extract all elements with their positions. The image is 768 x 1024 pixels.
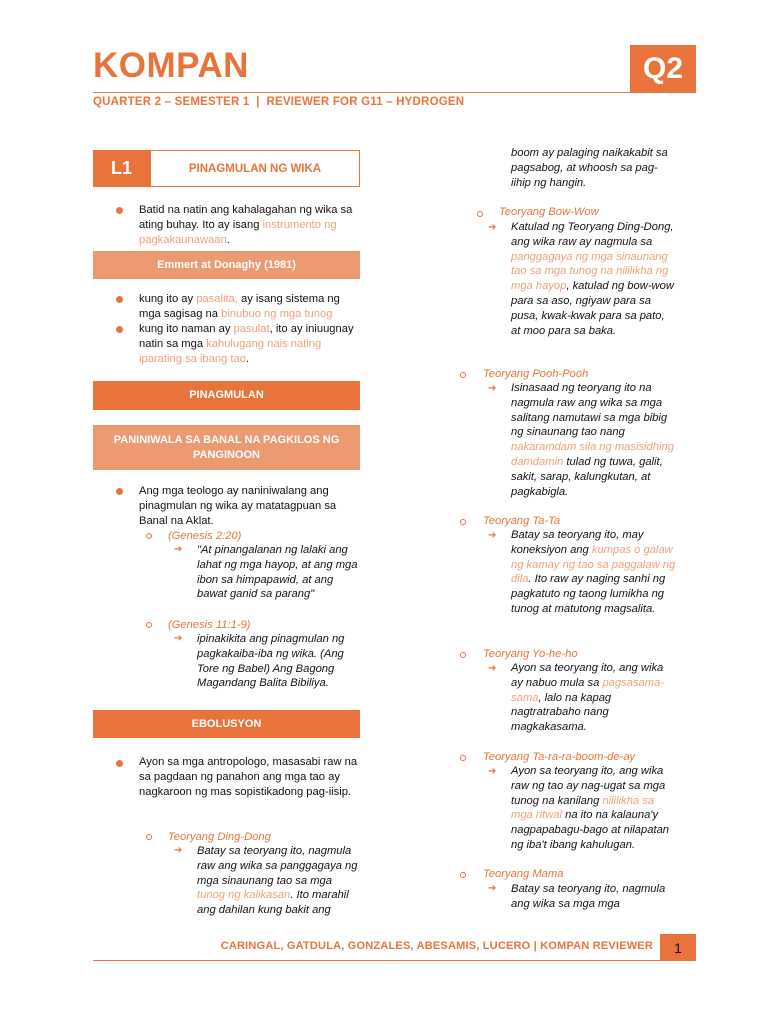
genesis-reference: (Genesis 2:20) [168,530,242,542]
pinagmulan-heading: PINAGMULAN [93,381,360,410]
ebolusyon-heading: EBOLUSYON [93,710,360,738]
bullet-dot [116,207,123,214]
definition-item: kung ito ay pasalita, ay isang sistema ng mga sagisag na binubuo ng mga tunog [139,293,340,320]
theory-name: Teoryang Ta-ra-ra-boom-de-ay [483,751,636,763]
arrow-icon: ➔ [488,383,497,394]
definition-item: kung ito naman ay pasulat, ito ay iniuugnay natin sa mga kahulugang nais nating iparating sa ibang tao. [139,323,354,365]
circle-bullet [460,652,466,658]
theory-description: Batay sa teoryang ito, may koneksiyon ang kumpas o galaw ng kamay ng tao sa paggalaw ng dila. Ito raw ay naging sanhi ng pagkatuto ng taong lumikha ng tunog at matutong magsalita. [511,529,676,615]
emmert-heading: Emmert at Donaghy (1981) [93,251,360,279]
circle-bullet [146,533,152,539]
genesis-reference: (Genesis 11:1-9) [168,619,251,631]
theory-description: Ayon sa teoryang ito, ang wika ay nabuo mula sa pagsasama-sama, lalo na kapag nagtratrabaho nang magkakasama. [511,662,665,734]
circle-bullet [460,519,466,525]
bullet-dot [116,760,123,767]
theory-name: Teoryang Mama [483,868,564,880]
quarter-badge: Q2 [630,45,696,93]
arrow-icon: ➔ [174,633,183,644]
header-divider [93,92,630,93]
arrow-icon: ➔ [174,845,183,856]
circle-bullet [460,755,466,761]
arrow-icon: ➔ [488,222,497,233]
bullet-dot [116,296,123,303]
footer-authors: CARINGAL, GATDULA, GONZALES, ABESAMIS, LUCERO | KOMPAN REVIEWER [220,940,653,952]
page-number: 1 [660,934,696,961]
paniniwala-heading: PANINIWALA SA BANAL NA PAGKILOS NG PANGINOON [93,425,360,470]
lesson-number: L1 [93,150,150,187]
highlight-text: instrumento ng pagkakaunawaan [139,218,337,246]
arrow-icon: ➔ [488,883,497,894]
circle-bullet [460,872,466,878]
theory-name: Teoryang Yo-he-ho [483,648,578,660]
theory-description: Isinasaad ng teoryang ito na nagmula raw ang wika sa mga salitang namutawi sa mga bibig ng sinaunang tao nang nakaramdam sila ng masisidhing damdamin tulad ng tuwa, galit, sakit, sarap, kalungkutan, at pagkabigla. [511,382,674,498]
theory-name: Teoryang Ding-Dong [168,831,271,843]
genesis-quote: "At pinangalanan ng lalaki ang lahat ng mga hayop, at ang mga ibon sa himpapawid, at ang bawat ganid sa parang" [197,544,358,601]
theory-name: Teoryang Bow-Wow [499,206,599,218]
theory-description: Batay sa teoryang ito, nagmula ang wika sa mga mga [511,883,666,910]
arrow-icon: ➔ [488,663,497,674]
bullet-dot [116,488,123,495]
circle-bullet [146,834,152,840]
theory-description: Katulad ng Teoryang Ding-Dong, ang wika raw ay nagmula sa panggagaya ng mga sinaunang tao sa mga tunog na nililikha ng mga hayop, katulad ng bow-wow para sa aso, ngiyaw para sa pusa, kwak-kwak para sa pato, at moo para sa baka. [511,221,674,337]
circle-bullet [460,372,466,378]
theory-description: Batay sa teoryang ito, nagmula raw ang wika sa panggagaya ng mga sinaunang tao sa mga tunog ng kalikasan. Ito marahil ang dahilan kung bakit ang [197,845,358,917]
teologo-paragraph: Ang mga teologo ay naniniwalang ang pinagmulan ng wika ay matatagpuan sa Banal na Aklat. [139,485,337,527]
theory-description-continued: boom ay palaging naikakabit sa pagsabog, at whoosh sa pag-iihip ng hangin. [511,147,668,189]
theory-description: Ayon sa teoryang ito, ang wika raw ng tao ay nag-ugat sa mga tunog na kanilang nililikha sa mga ritwal na ito na kalauna'y nagpapabagu-bago at nilapatan ng iba't ibang kahulugan. [511,765,670,851]
genesis-quote: ipinakikita ang pinagmulan ng pagkakaiba-iba ng wika. (Ang Tore ng Babel) Ang Bagong Magandang Balita Bibiliya. [197,633,345,690]
theory-name: Teoryang Pooh-Pooh [483,368,589,380]
bullet-dot [116,326,123,333]
document-subtitle: QUARTER 2 – SEMESTER 1 | REVIEWER FOR G11 – HYDROGEN [93,96,465,108]
document-title: KOMPAN [93,46,249,85]
arrow-icon: ➔ [174,544,183,555]
circle-bullet [146,622,152,628]
antropologo-paragraph: Ayon sa mga antropologo, masasabi raw na sa pagdaan ng panahon ang mga tao ay nagkaroon ng mas sopistikadong pag-iisip. [139,756,358,798]
theory-name: Teoryang Ta-Ta [483,515,561,527]
circle-bullet [477,211,483,217]
footer-divider [93,960,696,961]
arrow-icon: ➔ [488,766,497,777]
lesson-title: PINAGMULAN NG WIKA [150,150,360,187]
arrow-icon: ➔ [488,530,497,541]
intro-paragraph: Batid na natin ang kahalagahan ng wika sa ating buhay. Ito ay isang instrumento ng pagkakaunawaan. [139,204,353,246]
